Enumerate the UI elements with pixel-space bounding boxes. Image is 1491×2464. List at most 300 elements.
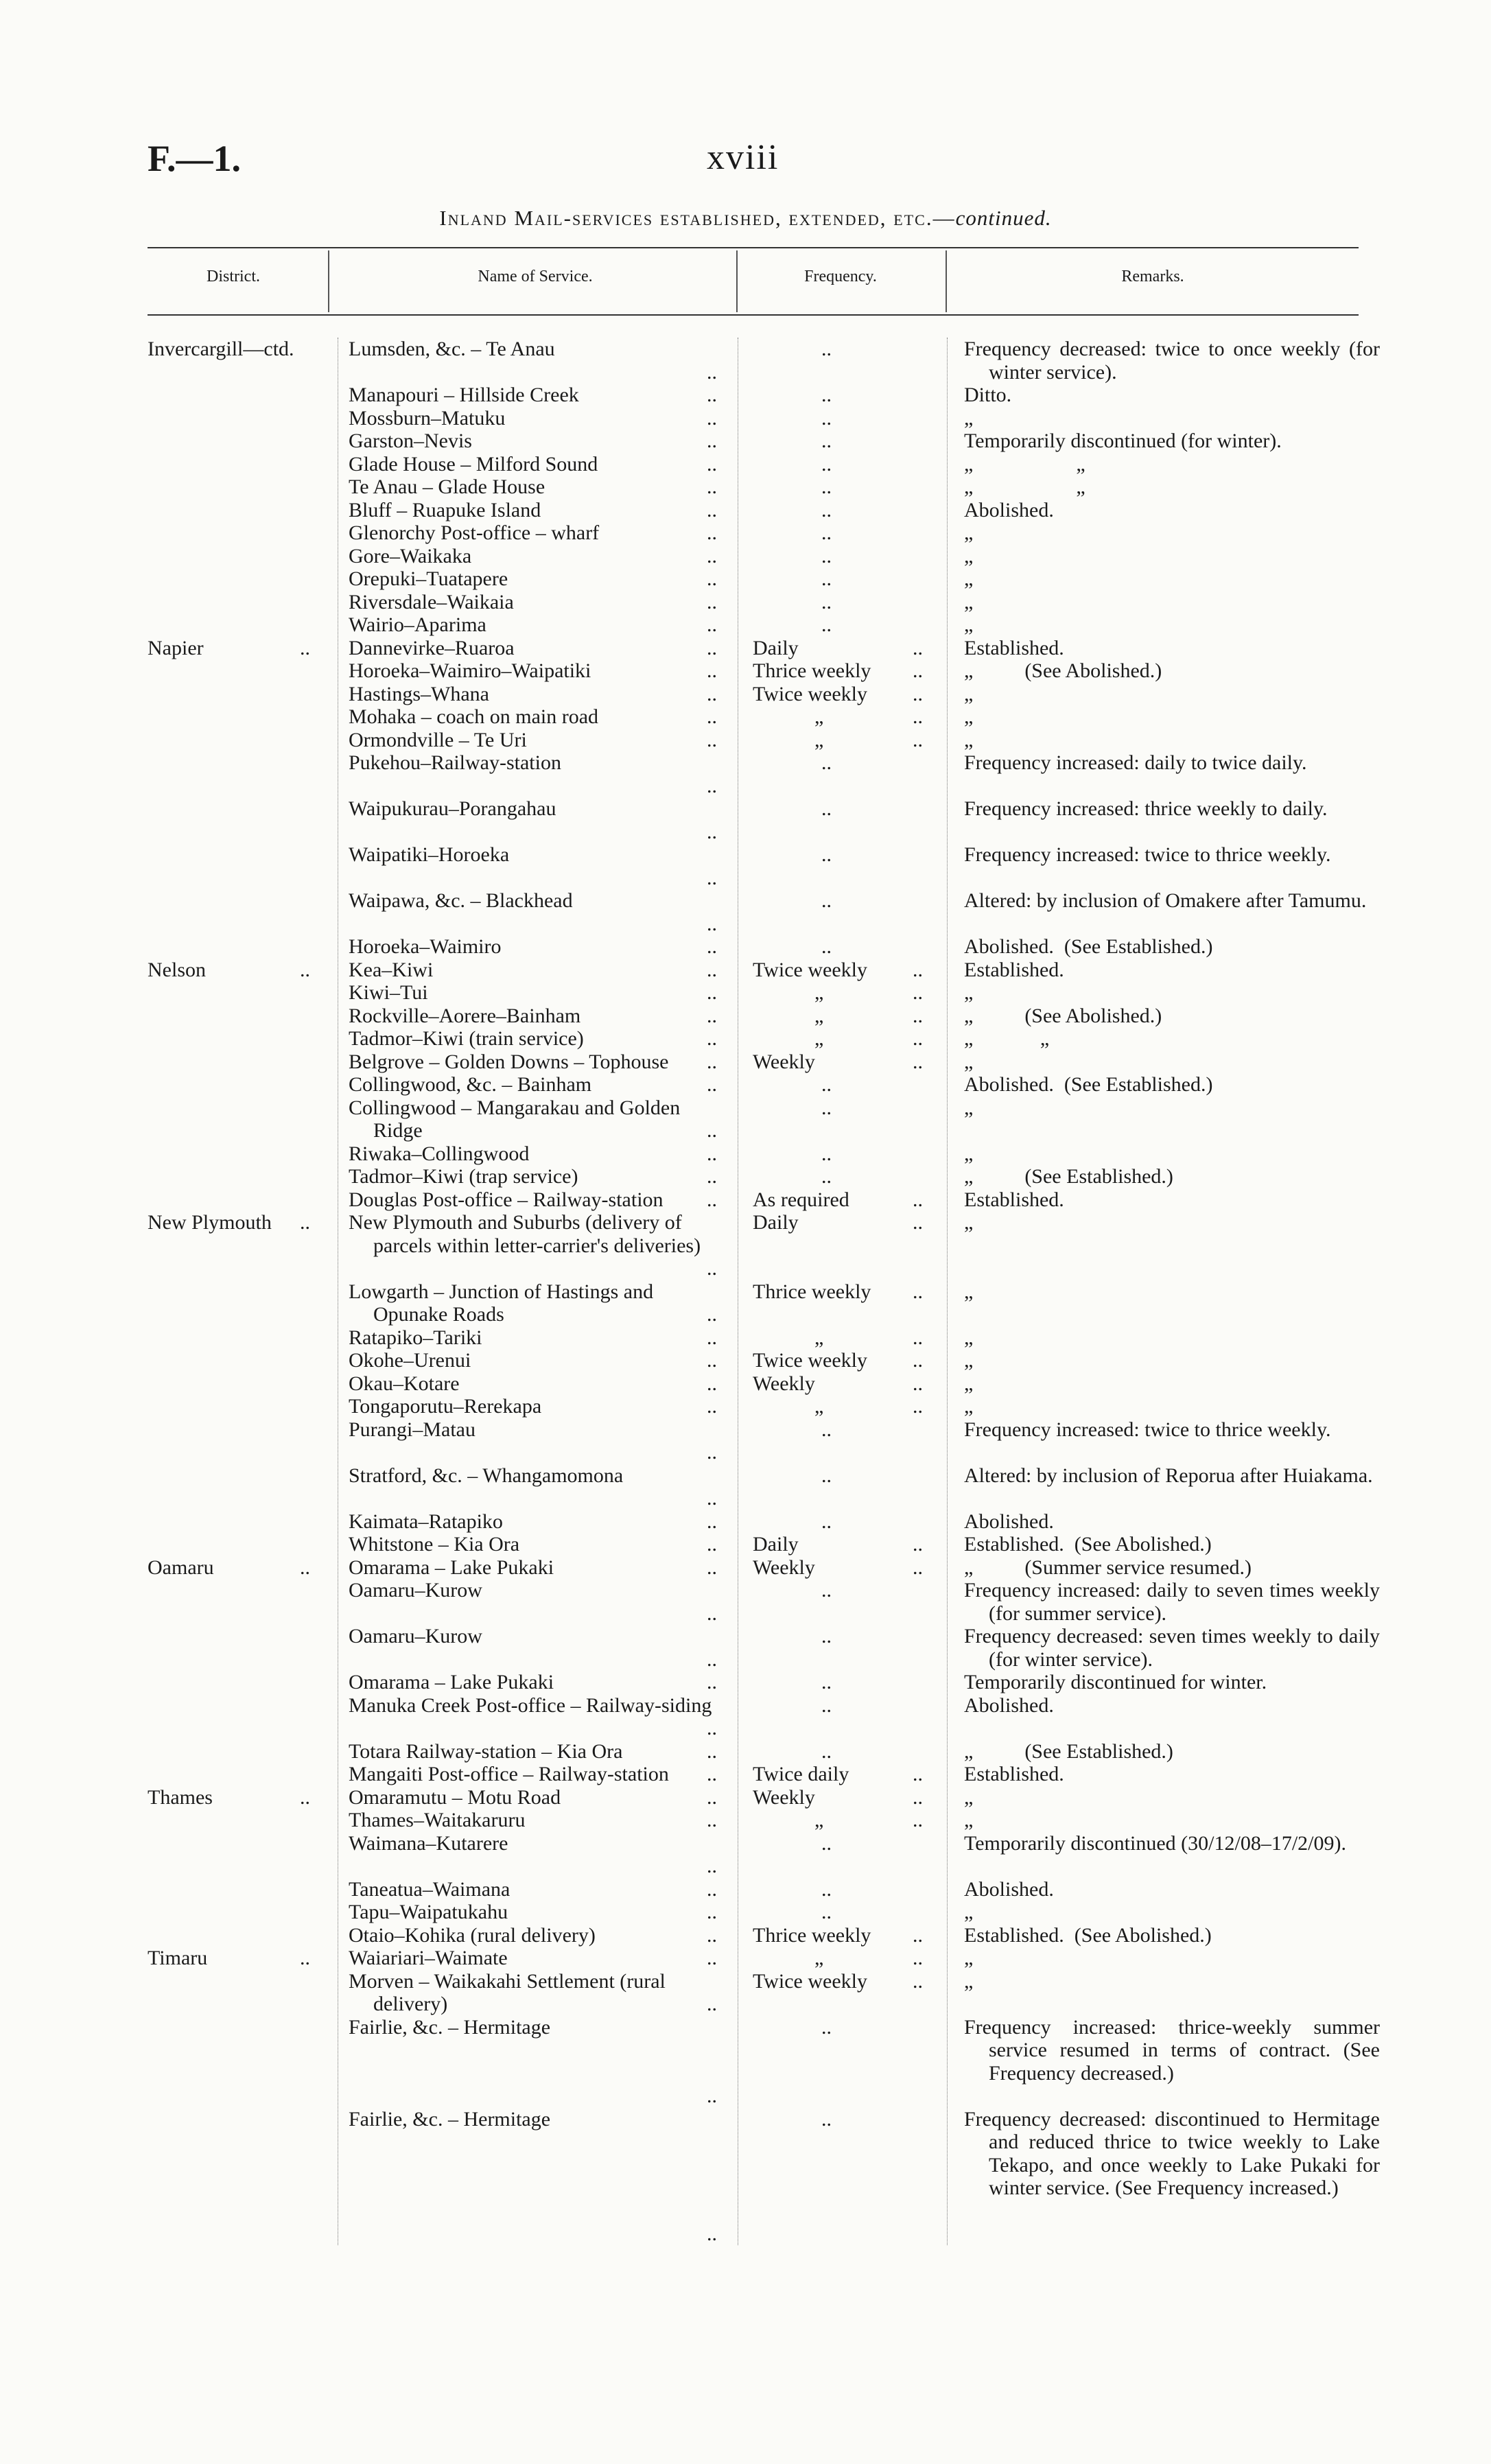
frequency-cell: .. bbox=[821, 1877, 832, 1901]
table-row bbox=[0, 797, 1491, 843]
service-cell bbox=[349, 1694, 726, 1717]
leader-dots: .. bbox=[707, 498, 717, 521]
leader-dots: .. bbox=[913, 636, 923, 659]
table-row bbox=[0, 981, 1491, 1005]
table-row bbox=[0, 1211, 1491, 1280]
leader-dots: .. bbox=[913, 1947, 923, 1969]
frequency-cell: „ bbox=[814, 705, 824, 728]
leader-dots: .. bbox=[707, 1601, 717, 1625]
frequency-cell: „ bbox=[814, 1004, 824, 1027]
remarks-cell: Abolished. (See Established.) bbox=[964, 1073, 1213, 1096]
service-cell bbox=[349, 729, 726, 752]
leader-dots: .. bbox=[707, 567, 717, 590]
service-cell bbox=[349, 1786, 726, 1809]
remarks-cell: „ bbox=[964, 1349, 974, 1372]
leader-dots: .. bbox=[913, 1763, 923, 1785]
service-cell bbox=[349, 453, 726, 476]
service-cell bbox=[349, 1005, 726, 1028]
table-row bbox=[0, 1051, 1491, 1074]
leader-dots: .. bbox=[707, 476, 717, 498]
remarks-cell: Temporarily discontinued for winter. bbox=[964, 1671, 1267, 1693]
remarks-cell: Abolished. bbox=[964, 498, 1054, 521]
service-name: Tadmor–Kiwi (train service) bbox=[349, 1027, 584, 1050]
service-name: Dannevirke–Ruaroa bbox=[349, 636, 515, 659]
frequency-cell: „ bbox=[814, 1809, 824, 1831]
remarks-cell: „ bbox=[964, 1901, 974, 1923]
frequency-cell: Thrice weekly bbox=[753, 659, 871, 682]
service-name: Douglas Post-office – Railway-station bbox=[349, 1188, 664, 1211]
leader-dots: .. bbox=[913, 1785, 923, 1809]
leader-dots: .. bbox=[707, 452, 717, 476]
frequency-cell: „ bbox=[814, 1326, 824, 1349]
service-name: Waipatiki–Horoeka bbox=[349, 843, 510, 866]
table-row bbox=[0, 1970, 1491, 2016]
service-name: Glade House – Milford Sound bbox=[349, 452, 598, 476]
frequency-cell: Daily bbox=[753, 1533, 799, 1556]
service-cell bbox=[349, 1464, 726, 1488]
service-name: Belgrove – Golden Downs – Tophouse bbox=[349, 1050, 669, 1073]
table-row bbox=[0, 1464, 1491, 1510]
leader-dots: .. bbox=[707, 1763, 717, 1785]
leader-dots: .. bbox=[913, 1050, 923, 1073]
service-cell bbox=[349, 1556, 726, 1580]
frequency-cell: .. bbox=[821, 843, 832, 866]
remarks-cell: „ bbox=[964, 728, 974, 751]
remarks-cell: Established. bbox=[964, 1188, 1064, 1211]
leader-dots: .. bbox=[707, 1027, 717, 1050]
leader-dots: .. bbox=[707, 1785, 717, 1809]
leader-dots: .. bbox=[913, 1809, 923, 1831]
leader-dots: .. bbox=[707, 1487, 717, 1510]
table-row bbox=[0, 2108, 1491, 2246]
remarks-cell: „ bbox=[964, 613, 974, 636]
table-row bbox=[0, 1924, 1491, 1947]
leader-dots: .. bbox=[707, 1303, 717, 1326]
table-row bbox=[0, 499, 1491, 522]
frequency-cell: .. bbox=[821, 1901, 832, 1923]
service-name: Purangi–Matau bbox=[349, 1418, 476, 1441]
frequency-cell: .. bbox=[821, 935, 832, 958]
service-cell bbox=[349, 843, 726, 867]
service-cell bbox=[349, 1395, 726, 1418]
frequency-cell: .. bbox=[821, 751, 832, 774]
district-cell: Invercargill—ctd. bbox=[148, 338, 294, 360]
service-name: Kaimata–Ratapiko bbox=[349, 1510, 503, 1533]
table-row bbox=[0, 935, 1491, 959]
table-row bbox=[0, 729, 1491, 752]
service-cell bbox=[349, 1142, 726, 1166]
leader-dots: .. bbox=[707, 430, 717, 452]
remarks-cell: Temporarily discontinued (30/12/08–17/2/09). bbox=[964, 1831, 1346, 1855]
table-row bbox=[0, 1901, 1491, 1924]
frequency-cell: .. bbox=[821, 1739, 832, 1763]
service-name: Garston–Nevis bbox=[349, 430, 472, 452]
leader-dots: .. bbox=[707, 1923, 717, 1947]
service-name: Waiariari–Waimate bbox=[349, 1947, 508, 1969]
service-cell bbox=[349, 521, 726, 545]
table-row bbox=[0, 1510, 1491, 1534]
frequency-cell: .. bbox=[821, 544, 832, 567]
frequency-cell: .. bbox=[821, 338, 832, 360]
service-name: Tadmor–Kiwi (trap service) bbox=[349, 1165, 578, 1188]
service-name: Collingwood, &c. – Bainham bbox=[349, 1073, 592, 1096]
column-divider bbox=[946, 250, 947, 312]
leader-dots: .. bbox=[913, 1533, 923, 1556]
leader-dots: .. bbox=[707, 1395, 717, 1418]
district-cell: Oamaru .. bbox=[148, 1556, 310, 1579]
service-cell bbox=[349, 476, 726, 499]
column-header-service: Name of Service. bbox=[478, 268, 593, 285]
table-row bbox=[0, 1671, 1491, 1694]
table-row bbox=[0, 338, 1491, 384]
service-name: Rockville–Aorere–Bainham bbox=[349, 1004, 581, 1027]
table-row bbox=[0, 1027, 1491, 1051]
service-name: Mossburn–Matuku bbox=[349, 406, 506, 430]
service-cell bbox=[349, 1027, 726, 1051]
leader-dots: .. bbox=[913, 1372, 923, 1395]
frequency-cell: As required bbox=[753, 1188, 849, 1211]
service-cell bbox=[349, 981, 726, 1005]
service-cell bbox=[349, 1211, 726, 1257]
table-row bbox=[0, 1878, 1491, 1901]
service-cell bbox=[349, 1579, 726, 1602]
leader-dots: .. bbox=[707, 659, 717, 682]
table-row bbox=[0, 591, 1491, 614]
leader-dots: .. bbox=[707, 1739, 717, 1763]
table-row bbox=[0, 1165, 1491, 1188]
service-name: Whitstone – Kia Ora bbox=[349, 1533, 520, 1556]
header-bottom-rule bbox=[148, 314, 1359, 316]
service-name: Totara Railway-station – Kia Ora bbox=[349, 1739, 623, 1763]
frequency-cell: .. bbox=[821, 476, 832, 498]
service-cell bbox=[349, 705, 726, 729]
service-name: Kea–Kiwi bbox=[349, 958, 434, 981]
leader-dots: .. bbox=[707, 935, 717, 958]
remarks-cell: „ bbox=[964, 705, 974, 728]
district-cell: Nelson .. bbox=[148, 958, 310, 981]
service-cell bbox=[349, 1349, 726, 1372]
table-row bbox=[0, 1326, 1491, 1350]
table-row bbox=[0, 1786, 1491, 1809]
remarks-cell: „ bbox=[964, 1785, 974, 1809]
service-cell bbox=[349, 683, 726, 706]
leader-dots: .. bbox=[913, 1211, 923, 1234]
table-row bbox=[0, 843, 1491, 889]
service-name: Fairlie, &c. – Hermitage bbox=[349, 2015, 551, 2039]
leader-dots: .. bbox=[707, 360, 717, 384]
frequency-cell: .. bbox=[821, 2107, 832, 2131]
table-row bbox=[0, 683, 1491, 706]
table-row bbox=[0, 1349, 1491, 1372]
leader-dots: .. bbox=[707, 1142, 717, 1165]
service-name: Taneatua–Waimana bbox=[349, 1877, 510, 1901]
remarks-cell: Frequency increased: twice to thrice weekly. bbox=[964, 843, 1331, 866]
service-name: Omarama – Lake Pukaki bbox=[349, 1671, 554, 1693]
leader-dots: .. bbox=[707, 1441, 717, 1464]
table-row bbox=[0, 705, 1491, 729]
leader-dots: .. bbox=[707, 1877, 717, 1901]
frequency-cell: .. bbox=[821, 452, 832, 476]
remarks-cell: Frequency decreased: seven times weekly to daily (for winter service). bbox=[964, 1625, 1385, 1671]
leader-dots: .. bbox=[707, 1326, 717, 1349]
column-header-remarks: Remarks. bbox=[1121, 268, 1184, 285]
table-row bbox=[0, 1073, 1491, 1096]
frequency-cell: .. bbox=[821, 1418, 832, 1441]
remarks-cell: Frequency increased: daily to seven times weekly (for summer service). bbox=[964, 1579, 1385, 1625]
service-cell bbox=[349, 613, 726, 637]
remarks-cell: „ bbox=[964, 567, 974, 590]
remarks-cell: „ bbox=[964, 544, 974, 567]
service-cell bbox=[349, 567, 726, 591]
leader-dots: .. bbox=[707, 912, 717, 935]
remarks-cell: „ (See Established.) bbox=[964, 1165, 1173, 1188]
remarks-cell: Altered: by inclusion of Reporua after Huiakama. bbox=[964, 1464, 1373, 1487]
frequency-cell: Thrice weekly bbox=[753, 1923, 871, 1947]
remarks-cell: Established. bbox=[964, 958, 1064, 981]
frequency-cell: Daily bbox=[753, 636, 799, 659]
service-cell bbox=[349, 889, 726, 913]
leader-dots: .. bbox=[707, 1073, 717, 1096]
service-cell bbox=[349, 1625, 726, 1648]
service-name: Glenorchy Post-office – wharf bbox=[349, 521, 600, 544]
service-name: Oamaru–Kurow bbox=[349, 1579, 482, 1601]
service-cell bbox=[349, 338, 726, 361]
remarks-cell: „ bbox=[964, 1280, 974, 1303]
leader-dots: .. bbox=[707, 774, 717, 797]
service-name: New Plymouth and Suburbs (delivery of parcels within letter-carrier's deliveries) bbox=[349, 1211, 701, 1257]
frequency-cell: .. bbox=[821, 406, 832, 430]
remarks-cell: „ „ bbox=[964, 1027, 1050, 1050]
frequency-cell: .. bbox=[821, 1464, 832, 1487]
table-row bbox=[0, 1188, 1491, 1212]
service-name: Tongaporutu–Rerekapa bbox=[349, 1395, 542, 1418]
frequency-cell: .. bbox=[821, 2015, 832, 2039]
leader-dots: .. bbox=[707, 1901, 717, 1923]
leader-dots: .. bbox=[913, 1326, 923, 1349]
service-cell bbox=[349, 430, 726, 453]
leader-dots: .. bbox=[707, 544, 717, 567]
service-name: Waimana–Kutarere bbox=[349, 1831, 508, 1855]
table-row bbox=[0, 407, 1491, 430]
table-row bbox=[0, 1763, 1491, 1786]
remarks-cell: Abolished. (See Established.) bbox=[964, 935, 1213, 958]
remarks-cell: „ bbox=[964, 1395, 974, 1418]
column-divider bbox=[328, 250, 329, 312]
leader-dots: .. bbox=[707, 1647, 717, 1671]
service-name: Ormondville – Te Uri bbox=[349, 728, 527, 751]
table-row bbox=[0, 1096, 1491, 1142]
frequency-cell: .. bbox=[821, 498, 832, 521]
remarks-cell: „ bbox=[964, 1096, 974, 1119]
service-cell bbox=[349, 1280, 726, 1326]
leader-dots: .. bbox=[913, 981, 923, 1004]
service-name: Horoeka–Waimiro–Waipatiki bbox=[349, 659, 591, 682]
frequency-cell: .. bbox=[821, 567, 832, 590]
service-name: Manapouri – Hillside Creek bbox=[349, 384, 579, 406]
table-row bbox=[0, 959, 1491, 982]
table-row bbox=[0, 1142, 1491, 1166]
remarks-cell: „ bbox=[964, 590, 974, 613]
leader-dots: .. bbox=[913, 1395, 923, 1418]
service-cell bbox=[349, 1878, 726, 1901]
service-name: Fairlie, &c. – Hermitage bbox=[349, 2107, 551, 2131]
frequency-cell: .. bbox=[821, 613, 832, 636]
service-cell bbox=[349, 2108, 726, 2131]
table-row bbox=[0, 430, 1491, 453]
leader-dots: .. bbox=[707, 521, 717, 544]
remarks-cell: „ (See Abolished.) bbox=[964, 1004, 1162, 1027]
remarks-cell: Frequency increased: twice to thrice weekly. bbox=[964, 1418, 1331, 1441]
table-row bbox=[0, 545, 1491, 568]
remarks-cell: „ „ bbox=[964, 476, 1085, 498]
leader-dots: .. bbox=[707, 1119, 717, 1142]
service-cell bbox=[349, 751, 726, 775]
frequency-cell: Daily bbox=[753, 1211, 799, 1234]
table-row bbox=[0, 1832, 1491, 1878]
service-name: Morven – Waikakahi Settlement (rural delivery) bbox=[349, 1969, 666, 2015]
frequency-cell: .. bbox=[821, 1142, 832, 1165]
table-row bbox=[0, 1579, 1491, 1625]
service-cell bbox=[349, 1832, 726, 1855]
frequency-cell: Twice weekly bbox=[753, 682, 867, 705]
frequency-cell: „ bbox=[814, 1027, 824, 1050]
column-header-frequency: Frequency. bbox=[804, 268, 877, 285]
remarks-cell: Abolished. bbox=[964, 1693, 1054, 1717]
service-cell bbox=[349, 659, 726, 683]
table-row bbox=[0, 1625, 1491, 1671]
table-row bbox=[0, 453, 1491, 476]
frequency-cell: Twice daily bbox=[753, 1763, 849, 1785]
service-name: Bluff – Ruapuke Island bbox=[349, 498, 541, 521]
service-name: Lumsden, &c. – Te Anau bbox=[349, 338, 555, 360]
frequency-cell: Weekly bbox=[753, 1372, 815, 1395]
table-row bbox=[0, 637, 1491, 660]
leader-dots: .. bbox=[913, 1923, 923, 1947]
leader-dots: .. bbox=[707, 705, 717, 728]
service-name: Mohaka – coach on main road bbox=[349, 705, 599, 728]
service-cell bbox=[349, 1533, 726, 1556]
table-row bbox=[0, 1395, 1491, 1418]
service-name: Pukehou–Railway-station bbox=[349, 751, 561, 774]
service-cell bbox=[349, 1372, 726, 1396]
table-row bbox=[0, 1809, 1491, 1832]
service-name: Hastings–Whana bbox=[349, 682, 489, 705]
remarks-cell: „ (See Abolished.) bbox=[964, 659, 1162, 682]
service-name: Oamaru–Kurow bbox=[349, 1625, 482, 1647]
page-header bbox=[0, 137, 1491, 185]
leader-dots: .. bbox=[913, 1027, 923, 1050]
leader-dots: .. bbox=[707, 1556, 717, 1579]
remarks-cell: Altered: by inclusion of Omakere after Tamumu. bbox=[964, 889, 1367, 912]
leader-dots: .. bbox=[913, 1004, 923, 1027]
remarks-cell: „ bbox=[964, 521, 974, 544]
service-cell bbox=[349, 1051, 726, 1074]
district-cell: Thames .. bbox=[148, 1785, 310, 1809]
service-cell bbox=[349, 1924, 726, 1947]
leader-dots: .. bbox=[707, 1257, 717, 1280]
page-title bbox=[0, 206, 1491, 231]
frequency-cell: .. bbox=[821, 1579, 832, 1601]
frequency-cell: .. bbox=[821, 889, 832, 912]
service-cell bbox=[349, 1970, 726, 2016]
service-name: Mangaiti Post-office – Railway-station bbox=[349, 1763, 669, 1785]
service-cell bbox=[349, 1326, 726, 1350]
remarks-cell: „ bbox=[964, 981, 974, 1004]
frequency-cell: .. bbox=[821, 1625, 832, 1647]
remarks-cell: Frequency increased: thrice-weekly summer service resumed in terms of contract. (See Frequency decreased.) bbox=[964, 2015, 1385, 2085]
frequency-cell: .. bbox=[821, 1510, 832, 1533]
frequency-cell: Weekly bbox=[753, 1050, 815, 1073]
table-row bbox=[0, 751, 1491, 797]
remarks-cell: „ (Summer service resumed.) bbox=[964, 1556, 1252, 1579]
service-cell bbox=[349, 1671, 726, 1694]
leader-dots: .. bbox=[913, 728, 923, 751]
service-cell bbox=[349, 407, 726, 430]
column-header-district: District. bbox=[207, 268, 260, 285]
service-cell bbox=[349, 935, 726, 959]
district-cell: Timaru .. bbox=[148, 1947, 310, 1969]
service-name: Waipukurau–Porangahau bbox=[349, 797, 556, 820]
leader-dots: .. bbox=[707, 1533, 717, 1556]
table-row bbox=[0, 1372, 1491, 1396]
frequency-cell: .. bbox=[821, 1165, 832, 1188]
table-row bbox=[0, 889, 1491, 935]
leader-dots: .. bbox=[707, 1510, 717, 1533]
service-cell bbox=[349, 1073, 726, 1096]
frequency-cell: .. bbox=[821, 1073, 832, 1096]
frequency-cell: „ bbox=[814, 981, 824, 1004]
service-cell bbox=[349, 591, 726, 614]
frequency-cell: Twice weekly bbox=[753, 1349, 867, 1372]
service-name: Okau–Kotare bbox=[349, 1372, 460, 1395]
table-row bbox=[0, 2016, 1491, 2108]
remarks-cell: Frequency decreased: discontinued to Hermitage and reduced thrice to twice weekly to Lake Tekapo, and once weekly to Lake Pukaki for winter service. (See Frequency increased.) bbox=[964, 2107, 1385, 2199]
remarks-cell: „ bbox=[964, 1326, 974, 1349]
frequency-cell: .. bbox=[821, 1831, 832, 1855]
remarks-cell: Abolished. bbox=[964, 1877, 1054, 1901]
table-row bbox=[0, 659, 1491, 683]
service-cell bbox=[349, 1809, 726, 1832]
service-name: Lowgarth – Junction of Hastings and Opunake Roads bbox=[349, 1280, 654, 1326]
remarks-cell: „ „ bbox=[964, 452, 1085, 476]
table-row bbox=[0, 384, 1491, 407]
leader-dots: .. bbox=[707, 636, 717, 659]
leader-dots: .. bbox=[913, 1969, 923, 1993]
remarks-cell: „ (See Established.) bbox=[964, 1739, 1173, 1763]
table-row bbox=[0, 476, 1491, 499]
remarks-cell: „ bbox=[964, 1947, 974, 1969]
leader-dots: .. bbox=[913, 1556, 923, 1579]
service-cell bbox=[349, 1510, 726, 1534]
service-name: Orepuki–Tuatapere bbox=[349, 567, 508, 590]
leader-dots: .. bbox=[913, 958, 923, 981]
leader-dots: .. bbox=[707, 1050, 717, 1073]
service-cell bbox=[349, 1901, 726, 1924]
leader-dots: .. bbox=[707, 1004, 717, 1027]
remarks-cell: „ bbox=[964, 1050, 974, 1073]
leader-dots: .. bbox=[707, 1855, 717, 1877]
district-cell: New Plymouth .. bbox=[148, 1211, 310, 1234]
remarks-cell: „ bbox=[964, 1211, 974, 1234]
leader-dots: .. bbox=[707, 682, 717, 705]
remarks-cell: „ bbox=[964, 1969, 974, 1993]
remarks-cell: „ bbox=[964, 1809, 974, 1831]
leader-dots: .. bbox=[707, 2222, 717, 2245]
district-cell: Napier .. bbox=[148, 636, 310, 659]
service-name: Horoeka–Waimiro bbox=[349, 935, 502, 958]
leader-dots: .. bbox=[707, 1717, 717, 1739]
frequency-cell: „ bbox=[814, 1947, 824, 1969]
